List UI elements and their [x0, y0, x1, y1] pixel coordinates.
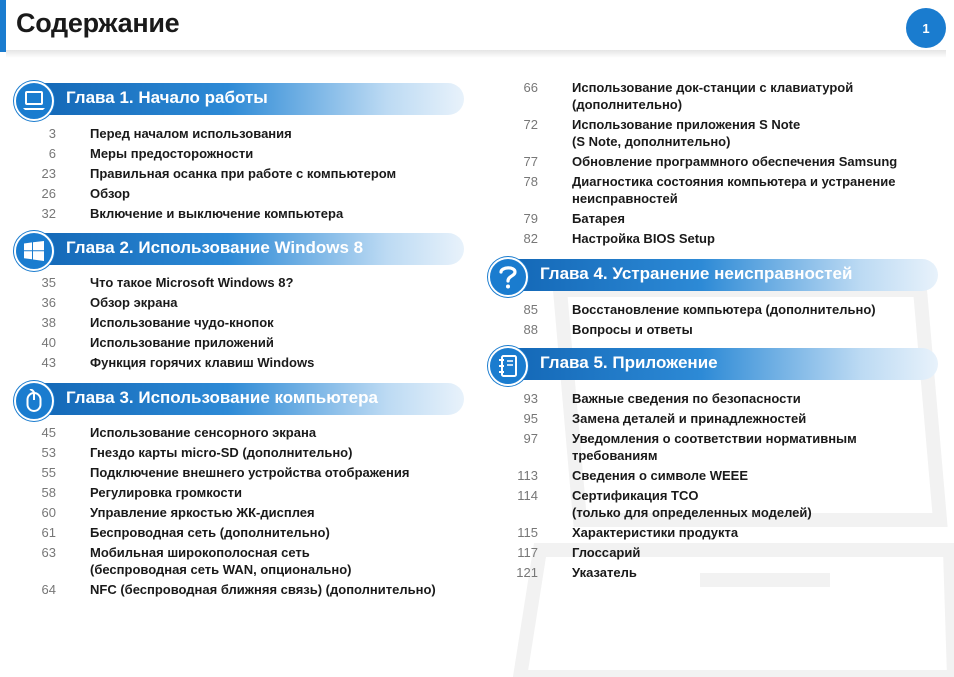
toc-entry[interactable]	[16, 165, 396, 182]
entry-page-number: 38	[41, 315, 56, 330]
toc-entry[interactable]	[498, 524, 857, 541]
toc-entry[interactable]	[16, 314, 314, 331]
entry-title: Использование приложения S Note (S Note, дополнительно)	[572, 117, 801, 149]
entry-page-number: 82	[523, 231, 538, 246]
entry-page-number: 45	[41, 425, 56, 440]
chapter-4-header[interactable]	[488, 258, 938, 292]
entry-title: Важные сведения по безопасности	[572, 391, 801, 406]
question-mark-icon	[488, 257, 528, 297]
entry-title: Мобильная широкополосная сеть (беспроводная сеть WAN, опционально)	[90, 545, 352, 577]
entry-title: Использование док-станции с клавиатурой (дополнительно)	[572, 80, 854, 112]
toc-entry[interactable]	[498, 210, 897, 227]
mouse-icon	[14, 381, 54, 421]
entry-page-number: 3	[48, 126, 56, 141]
toc-entry[interactable]	[16, 145, 396, 162]
entry-title: Обзор	[90, 186, 130, 201]
entry-page-number: 61	[41, 525, 56, 540]
entry-title: Глоссарий	[572, 545, 641, 560]
toc-entry[interactable]	[498, 321, 876, 338]
entry-title: Гнездо карты micro-SD (дополнительно)	[90, 445, 353, 460]
entry-title: Батарея	[572, 211, 625, 226]
entry-page-number: 26	[41, 186, 56, 201]
toc-entry[interactable]	[16, 424, 436, 441]
toc-entry[interactable]	[16, 205, 396, 222]
chapter-3-header[interactable]	[14, 382, 464, 416]
entry-title: Что такое Microsoft Windows 8?	[90, 275, 294, 290]
chapter-2-header[interactable]	[14, 232, 464, 266]
entry-title: Указатель	[572, 565, 637, 580]
toc-entry[interactable]	[16, 354, 314, 371]
toc-entry[interactable]	[16, 185, 396, 202]
entry-page-number: 60	[41, 505, 56, 520]
entry-page-number: 95	[523, 411, 538, 426]
entry-title: Включение и выключение компьютера	[90, 206, 344, 221]
entry-page-number: 32	[41, 206, 56, 221]
entry-title: Беспроводная сеть (дополнительно)	[90, 525, 330, 540]
entry-page-number: 64	[41, 582, 56, 597]
entry-title: Использование приложений	[90, 335, 274, 350]
entry-title: Уведомления о соответствии нормативным требованиям	[572, 431, 857, 463]
toc-entry[interactable]	[498, 544, 857, 561]
entry-page-number: 78	[523, 174, 538, 189]
title-accent-bar	[0, 0, 6, 52]
toc-entry[interactable]	[498, 430, 857, 464]
chapter-title: Глава 2. Использование Windows 8	[66, 238, 364, 257]
title-underline	[6, 50, 946, 58]
entry-page-number: 115	[517, 525, 538, 540]
entry-title: Регулировка громкости	[90, 485, 242, 500]
entry-page-number: 97	[523, 431, 538, 446]
page-number-badge: 1	[906, 8, 946, 48]
chapter-4-entries	[498, 301, 876, 341]
toc-entry[interactable]	[16, 444, 436, 461]
entry-title: Сертификация TCO (только для определенных моделей)	[572, 488, 812, 520]
entry-title: Характеристики продукта	[572, 525, 739, 540]
entry-page-number: 121	[516, 565, 538, 580]
windows-logo-icon	[14, 231, 54, 271]
entry-page-number: 40	[41, 335, 56, 350]
toc-entry[interactable]	[16, 464, 436, 481]
entry-title: Диагностика состояния компьютера и устранение неисправностей	[572, 174, 896, 206]
entry-page-number: 35	[41, 275, 56, 290]
toc-entry[interactable]	[498, 467, 857, 484]
entry-title: Обновление программного обеспечения Samsung	[572, 154, 898, 169]
chapter-3-continued-entries	[498, 79, 897, 250]
laptop-icon	[14, 81, 54, 121]
entry-title: Использование сенсорного экрана	[90, 425, 317, 440]
entry-page-number: 63	[41, 545, 56, 560]
entry-title: Меры предосторожности	[90, 146, 254, 161]
entry-page-number: 53	[41, 445, 56, 460]
entry-page-number: 72	[523, 117, 538, 132]
entry-page-number: 6	[48, 146, 56, 161]
toc-entry[interactable]	[498, 564, 857, 581]
toc-entry[interactable]	[16, 524, 436, 541]
entry-title: Настройка BIOS Setup	[572, 231, 715, 246]
toc-entry[interactable]	[498, 301, 876, 318]
toc-entry[interactable]	[498, 487, 857, 521]
entry-title: Обзор экрана	[90, 295, 178, 310]
toc-entry[interactable]	[16, 334, 314, 351]
entry-page-number: 117	[517, 545, 538, 560]
entry-title: Замена деталей и принадлежностей	[572, 411, 807, 426]
chapter-title: Глава 1. Начало работы	[66, 88, 268, 107]
entry-title: Правильная осанка при работе с компьютером	[90, 166, 397, 181]
entry-page-number: 93	[523, 391, 538, 406]
chapter-2-entries	[16, 274, 314, 374]
toc-entry[interactable]	[16, 544, 436, 578]
entry-title: Функция горячих клавиш Windows	[90, 355, 315, 370]
toc-entry[interactable]	[16, 484, 436, 501]
toc-entry[interactable]	[498, 116, 897, 150]
chapter-5-header[interactable]	[488, 347, 938, 381]
toc-entry[interactable]	[498, 79, 897, 113]
chapter-title: Глава 5. Приложение	[540, 353, 718, 372]
toc-entry[interactable]	[16, 504, 436, 521]
entry-title: Восстановление компьютера (дополнительно)	[572, 302, 876, 317]
entry-page-number: 23	[41, 166, 56, 181]
toc-entry[interactable]	[498, 230, 897, 247]
entry-title: Вопросы и ответы	[572, 322, 693, 337]
entry-page-number: 88	[523, 322, 538, 337]
entry-page-number: 55	[41, 465, 56, 480]
chapter-3-entries	[16, 424, 436, 601]
entry-page-number: 58	[41, 485, 56, 500]
entry-page-number: 114	[517, 488, 538, 503]
entry-page-number: 36	[41, 295, 56, 310]
entry-page-number: 66	[523, 80, 538, 95]
chapter-5-entries	[498, 390, 857, 584]
toc-entry[interactable]	[498, 153, 897, 170]
chapter-title: Глава 3. Использование компьютера	[66, 388, 378, 407]
page-title: Содержание	[16, 8, 180, 38]
entry-page-number: 43	[41, 355, 56, 370]
entry-title: Управление яркостью ЖК-дисплея	[90, 505, 315, 520]
entry-title: NFC (беспроводная ближняя связь) (дополнительно)	[90, 582, 436, 597]
toc-entry[interactable]	[498, 173, 897, 207]
entry-page-number: 79	[523, 211, 538, 226]
entry-title: Использование чудо-кнопок	[90, 315, 274, 330]
toc-entry[interactable]	[16, 274, 314, 291]
entry-title: Сведения о символе WEEE	[572, 468, 749, 483]
entry-page-number: 113	[517, 468, 538, 483]
chapter-title: Глава 4. Устранение неисправностей	[540, 264, 853, 283]
entry-page-number: 77	[523, 154, 538, 169]
entry-title: Подключение внешнего устройства отображения	[90, 465, 410, 480]
entry-title: Перед началом использования	[90, 126, 292, 141]
toc-entry[interactable]	[498, 390, 857, 407]
chapter-1-entries	[16, 125, 396, 225]
toc-entry[interactable]	[498, 410, 857, 427]
toc-entry[interactable]	[16, 294, 314, 311]
chapter-1-header[interactable]	[14, 82, 464, 116]
entry-page-number: 85	[523, 302, 538, 317]
toc-entry[interactable]	[16, 581, 436, 598]
notebook-icon	[488, 346, 528, 386]
toc-entry[interactable]	[16, 125, 396, 142]
